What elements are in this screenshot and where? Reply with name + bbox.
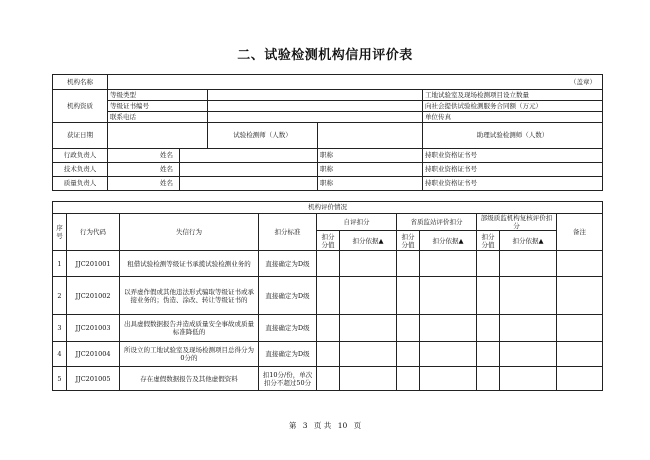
admin-name-label: 姓名 <box>108 149 180 163</box>
province-score-cell[interactable] <box>397 342 420 367</box>
province-score-cell[interactable] <box>397 251 420 277</box>
row-standard: 直接确定为D级 <box>259 315 317 342</box>
tech-name-value[interactable] <box>180 163 318 177</box>
tester-count-value[interactable] <box>318 123 423 149</box>
province-score-header: 扣分分值 <box>397 231 420 251</box>
ministry-basis-cell[interactable] <box>500 342 557 367</box>
ministry-score-cell[interactable] <box>477 277 500 315</box>
row-behavior: 以弄虚作假或其他违法形式骗取等级证书或承接业务的；伪造、涂改、转让等级证书的 <box>120 277 259 315</box>
assistant-count-label: 助理试验检测师（人数） <box>423 123 603 149</box>
ministry-score-cell[interactable] <box>477 367 500 391</box>
contact-phone-value[interactable] <box>208 112 423 123</box>
self-basis-cell[interactable] <box>340 367 397 391</box>
self-score-cell[interactable] <box>317 315 340 342</box>
province-basis-header: 扣分依据▲ <box>420 231 477 251</box>
admin-title-label: 职称 <box>318 149 423 163</box>
remark-cell[interactable] <box>557 251 603 277</box>
ministry-score-header: 扣分分值 <box>477 231 500 251</box>
row-behavior: 所设立的工地试验室及现场检测项目总得分为0分的 <box>120 342 259 367</box>
tester-count-label: 试验检测师（人数） <box>208 123 318 149</box>
info-table <box>52 74 603 191</box>
ministry-basis-cell[interactable] <box>500 315 557 342</box>
row-standard: 直接确定为D级 <box>259 277 317 315</box>
province-basis-cell[interactable] <box>420 367 477 391</box>
province-basis-cell[interactable] <box>420 277 477 315</box>
quality-cert-label: 持职业资格证书号 <box>423 177 603 191</box>
admin-name-value[interactable] <box>180 149 318 163</box>
row-code: JJC201001 <box>67 251 120 277</box>
row-seq: 1 <box>53 251 67 277</box>
self-basis-cell[interactable] <box>340 277 397 315</box>
self-score-cell[interactable] <box>317 367 340 391</box>
ministry-score-cell[interactable] <box>477 315 500 342</box>
table-row <box>53 315 603 342</box>
row-behavior: 租借试验检测等级证书承揽试验检测业务的 <box>120 251 259 277</box>
self-basis-cell[interactable] <box>340 315 397 342</box>
contact-phone-label: 联系电话 <box>108 112 208 123</box>
header-standard: 扣分标准 <box>259 214 317 251</box>
admin-head-label: 行政负责人 <box>53 149 108 163</box>
table-row <box>53 342 603 367</box>
header-code: 行为代码 <box>67 214 120 251</box>
grade-cert-label: 等级证书编号 <box>108 101 208 112</box>
table-row <box>53 251 603 277</box>
row-behavior: 出具虚假数据报告并造成质量安全事故或质量标准降低的 <box>120 315 259 342</box>
tech-title-label: 职称 <box>318 163 423 177</box>
header-self: 自评扣分 <box>317 214 397 231</box>
row-standard: 扣10分/份，单次扣分不超过50分 <box>259 367 317 391</box>
province-score-cell[interactable] <box>397 277 420 315</box>
ministry-basis-cell[interactable] <box>500 251 557 277</box>
footer-page-number: 3 <box>302 421 308 430</box>
row-seq: 4 <box>53 342 67 367</box>
org-name-label: 机构名称 <box>53 75 108 90</box>
remark-cell[interactable] <box>557 342 603 367</box>
self-score-cell[interactable] <box>317 251 340 277</box>
site-lab-count-label: 工地试验室及现场检测项目设立数量 <box>423 90 603 101</box>
header-ministry: 部级质监机构复核评价扣分 <box>477 214 557 231</box>
quality-head-label: 质量负责人 <box>53 177 108 191</box>
grade-type-label: 等级类型 <box>108 90 208 101</box>
header-province: 省质监站评价扣分 <box>397 214 477 231</box>
ministry-basis-cell[interactable] <box>500 367 557 391</box>
grade-cert-value[interactable] <box>208 101 423 112</box>
ministry-basis-header: 扣分依据▲ <box>500 231 557 251</box>
eval-section-title: 机构评价情况 <box>53 202 603 214</box>
row-seq: 2 <box>53 277 67 315</box>
row-seq: 5 <box>53 367 67 391</box>
footer-post: 页 <box>353 421 362 430</box>
self-basis-cell[interactable] <box>340 342 397 367</box>
page-footer <box>0 420 650 431</box>
remark-cell[interactable] <box>557 315 603 342</box>
row-standard: 直接确定为D级 <box>259 342 317 367</box>
header-behavior: 失信行为 <box>120 214 259 251</box>
admin-cert-label: 持职业资格证书号 <box>423 149 603 163</box>
header-seq: 序号 <box>53 214 67 251</box>
quality-title-label: 职称 <box>318 177 423 191</box>
tech-head-label: 技术负责人 <box>53 163 108 177</box>
eval-table <box>52 201 603 391</box>
approval-date-label: 获证日期 <box>53 123 108 149</box>
self-score-cell[interactable] <box>317 342 340 367</box>
province-basis-cell[interactable] <box>420 251 477 277</box>
footer-total-pages: 10 <box>337 421 348 430</box>
tech-name-label: 姓名 <box>108 163 180 177</box>
row-seq: 3 <box>53 315 67 342</box>
header-remark: 备注 <box>557 214 603 251</box>
self-score-header: 扣分分值 <box>317 231 340 251</box>
footer-pre: 第 <box>288 421 297 430</box>
province-score-cell[interactable] <box>397 367 420 391</box>
province-score-cell[interactable] <box>397 315 420 342</box>
province-basis-cell[interactable] <box>420 315 477 342</box>
approval-date-value[interactable] <box>108 123 208 149</box>
tech-cert-label: 持职业资格证书号 <box>423 163 603 177</box>
ministry-score-cell[interactable] <box>477 342 500 367</box>
page-title: 二、试验检测机构信用评价表 <box>237 48 413 63</box>
row-code: JJC201004 <box>67 342 120 367</box>
qual-label: 机构资质 <box>53 90 108 123</box>
ministry-basis-cell[interactable] <box>500 277 557 315</box>
province-basis-cell[interactable] <box>420 342 477 367</box>
row-behavior: 存在虚假数据报告及其他虚假资料 <box>120 367 259 391</box>
seal-note: （盖章） <box>108 75 603 90</box>
row-code: JJC201003 <box>67 315 120 342</box>
footer-mid: 页 共 <box>313 421 332 430</box>
remark-cell[interactable] <box>557 277 603 315</box>
row-standard: 直接确定为D级 <box>259 251 317 277</box>
self-score-cell[interactable] <box>317 277 340 315</box>
quality-name-value[interactable] <box>180 177 318 191</box>
grade-type-value[interactable] <box>208 90 423 101</box>
self-basis-cell[interactable] <box>340 251 397 277</box>
quality-name-label: 姓名 <box>108 177 180 191</box>
row-code: JJC201005 <box>67 367 120 391</box>
self-basis-header: 扣分依据▲ <box>340 231 397 251</box>
table-row <box>53 277 603 315</box>
remark-cell[interactable] <box>557 367 603 391</box>
social-contract-label: 向社会提供试验检测服务合同额（万元） <box>423 101 603 112</box>
ministry-score-cell[interactable] <box>477 251 500 277</box>
table-row <box>53 367 603 391</box>
row-code: JJC201002 <box>67 277 120 315</box>
fax-label: 单位传真 <box>423 112 603 123</box>
